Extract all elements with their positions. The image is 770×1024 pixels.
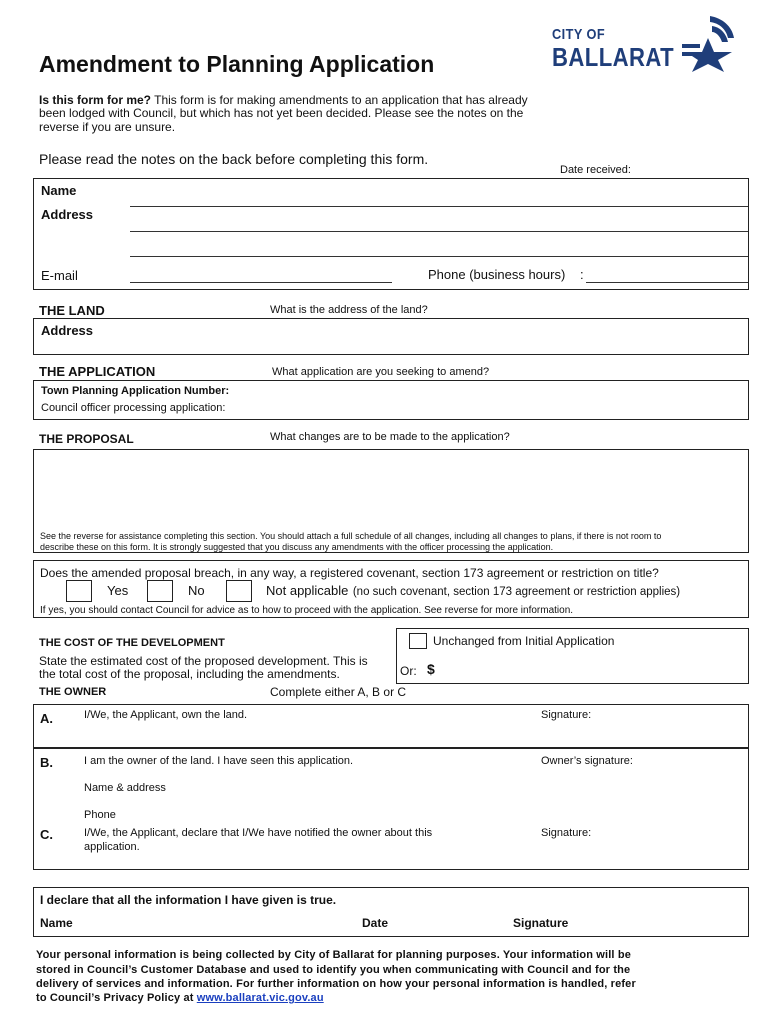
logo-city-text: CITY OF <box>552 26 606 43</box>
phone-label: Phone (business hours) <box>428 267 566 282</box>
owner-b-text: I am the owner of the land. I have seen this application. <box>84 755 354 767</box>
address-label: Address <box>41 207 94 222</box>
owner-b-label: B. <box>40 755 53 770</box>
privacy-line-2: stored in Council’s Customer Database and used to identify you when communicating with Council and for the <box>36 964 631 976</box>
declaration-date-label: Date <box>362 916 389 930</box>
covenant-question: Does the amended proposal breach, in any way, a registered covenant, section 173 agreement or restriction on title? <box>40 566 659 580</box>
application-number-label: Town Planning Application Number: <box>41 385 230 397</box>
land-address-box[interactable] <box>33 318 749 355</box>
intro-question: Is this form for me? <box>39 93 152 107</box>
yes-label: Yes <box>107 583 129 598</box>
owner-c-label: C. <box>40 827 53 842</box>
not-applicable-checkbox[interactable] <box>226 580 252 602</box>
email-line[interactable] <box>130 282 392 283</box>
not-applicable-label <box>266 582 680 600</box>
owner-b-phone: Phone <box>84 809 116 821</box>
owner-c-text-2: application. <box>84 841 140 853</box>
unchanged-label: Unchanged from Initial Application <box>433 634 615 648</box>
owner-a-text: I/We, the Applicant, own the land. <box>84 709 248 721</box>
no-checkbox[interactable] <box>147 580 173 602</box>
address-line-2[interactable] <box>130 256 748 257</box>
proposal-heading: THE PROPOSAL <box>39 432 134 446</box>
date-received-label: Date received: <box>560 164 631 176</box>
or-label: Or: <box>400 664 417 678</box>
owner-b-name-address: Name & address <box>84 782 166 794</box>
logo-ballarat-text: BALLARAT <box>552 42 675 72</box>
star-emblem-icon <box>682 14 742 72</box>
name-label: Name <box>41 183 77 198</box>
name-line[interactable] <box>130 206 748 207</box>
owner-heading: THE OWNER <box>39 686 107 698</box>
read-notes-text: Please read the notes on the back before completing this form. <box>39 151 429 167</box>
declaration-text: I declare that all the information I have given is true. <box>40 893 337 907</box>
privacy-line-3: delivery of services and information. For further information on how your personal information is handled, refer <box>36 978 636 990</box>
owner-a-label: A. <box>40 711 53 726</box>
intro-line-1 <box>39 93 528 107</box>
cost-line-1: State the estimated cost of the proposed development. This is <box>39 654 368 668</box>
privacy-prefix: to Council’s Privacy Policy at <box>36 992 194 1004</box>
not-applicable-text: Not applicable <box>266 583 349 598</box>
proposal-note-2: describe these on this form. It is strongly suggested that you discuss any amendments with the officer processing the application. <box>40 542 554 552</box>
privacy-line-1: Your personal information is being collected by City of Ballarat for planning purposes. Your information will be <box>36 949 631 961</box>
unchanged-checkbox[interactable] <box>409 633 427 649</box>
privacy-line-4 <box>36 992 324 1004</box>
dollar-sign: $ <box>427 661 435 677</box>
owner-b-signature: Owner’s signature: <box>541 755 633 767</box>
declaration-signature-label: Signature <box>513 916 569 930</box>
land-address-label: Address <box>41 323 94 338</box>
yes-checkbox[interactable] <box>66 580 92 602</box>
land-heading: THE LAND <box>39 303 105 318</box>
address-line-1[interactable] <box>130 231 748 232</box>
owner-c-text-1: I/We, the Applicant, declare that I/We have notified the owner about this <box>84 827 433 839</box>
phone-colon: : <box>580 267 584 282</box>
proposal-question: What changes are to be made to the application? <box>270 431 510 443</box>
applicant-details-box <box>33 178 749 290</box>
phone-line[interactable] <box>586 282 748 283</box>
owner-c-signature: Signature: <box>541 827 592 839</box>
land-question: What is the address of the land? <box>270 304 428 316</box>
website-link[interactable]: www.ballarat.vic.gov.au <box>196 992 324 1004</box>
cost-heading: THE COST OF THE DEVELOPMENT <box>39 637 225 649</box>
intro-line-2: been lodged with Council, but which has not yet been decided. Please see the notes on the <box>39 106 524 120</box>
intro-line-3: reverse if you are unsure. <box>39 120 176 134</box>
application-heading: THE APPLICATION <box>39 364 156 379</box>
declaration-name-label: Name <box>40 916 73 930</box>
application-question: What application are you seeking to amend? <box>272 366 490 378</box>
cost-line-2: the total cost of the proposal, including the amendments. <box>39 667 340 681</box>
officer-label: Council officer processing application: <box>41 402 226 414</box>
form-title: Amendment to Planning Application <box>39 51 435 77</box>
covenant-note: If yes, you should contact Council for advice as to how to proceed with the application. See reverse for more information. <box>40 605 574 616</box>
owner-instruction: Complete either A, B or C <box>270 685 407 699</box>
owner-a-signature: Signature: <box>541 709 592 721</box>
proposal-note-1: See the reverse for assistance completing this section. You should attach a full schedule of all changes, including all changes to plans, if there is not room to <box>40 531 662 541</box>
email-label: E-mail <box>41 268 78 283</box>
intro-text-1: This form is for making amendments to an application that has already <box>154 93 528 107</box>
not-applicable-detail: (no such covenant, section 173 agreement or restriction applies) <box>352 586 681 598</box>
no-label: No <box>188 583 205 598</box>
